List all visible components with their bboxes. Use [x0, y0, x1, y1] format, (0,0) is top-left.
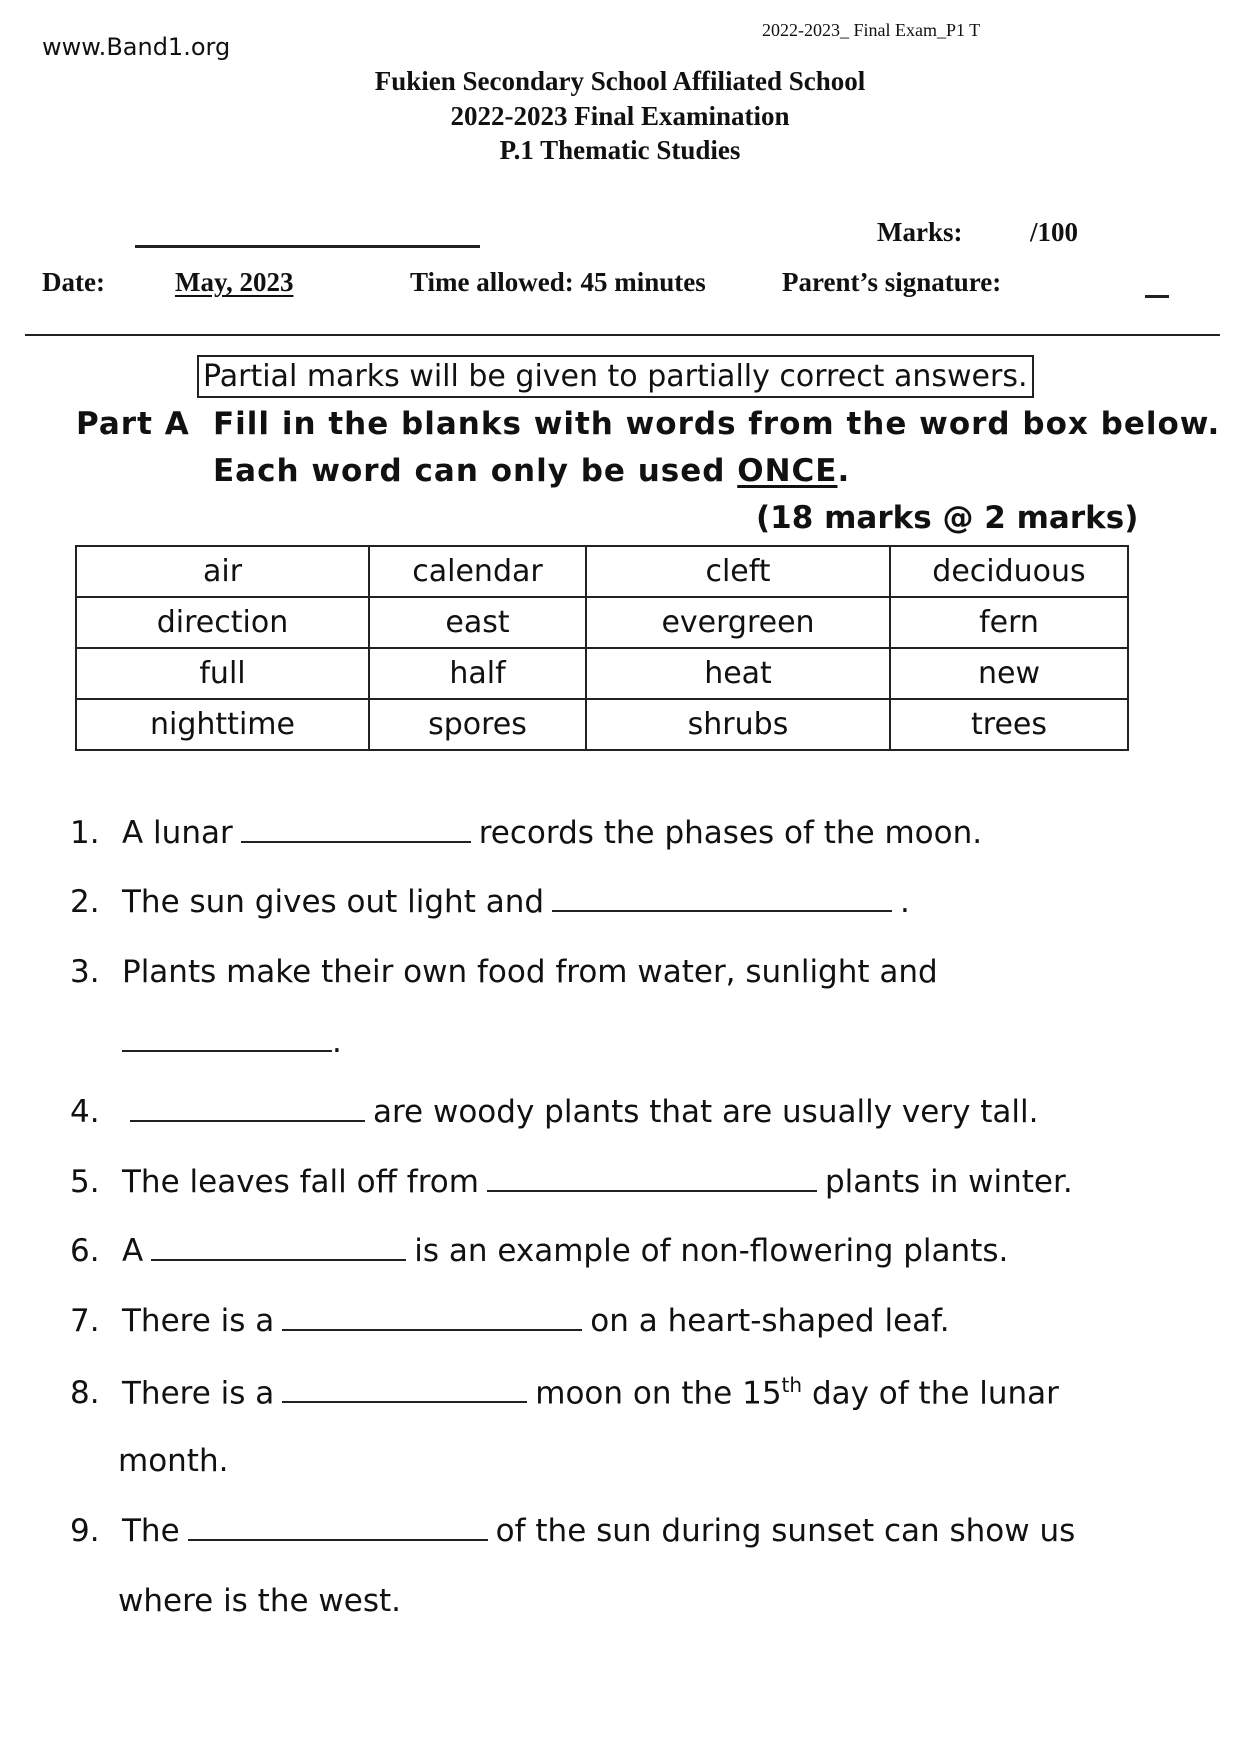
question-text-after: plants in winter.	[824, 1164, 1073, 1200]
question-9	[70, 1513, 1075, 1549]
part-a-label: Part A	[76, 406, 190, 442]
question-number: 4.	[70, 1094, 100, 1130]
instruction-period: .	[837, 453, 851, 489]
word-box-cell: full	[76, 648, 369, 699]
word-box-row	[76, 699, 1128, 750]
question-text-after: records the phases of the moon.	[478, 815, 983, 851]
word-box-cell: cleft	[586, 546, 890, 597]
word-box-cell: direction	[76, 597, 369, 648]
question-text: The	[122, 1513, 180, 1549]
header-reference: 2022-2023_ Final Exam_P1 T	[762, 20, 981, 40]
watermark: www.Band1.org	[42, 33, 231, 61]
question-text: There is a	[122, 1303, 275, 1339]
subject-title: P.1 Thematic Studies	[499, 135, 741, 165]
word-box-row	[76, 597, 1128, 648]
header-divider	[25, 334, 1220, 336]
answer-blank[interactable]	[487, 1189, 817, 1192]
date-label: Date:	[42, 267, 105, 297]
question-text: There is a	[122, 1375, 275, 1412]
answer-blank[interactable]	[282, 1400, 527, 1403]
question-continuation: month.	[118, 1443, 229, 1479]
question-text: The leaves fall off from	[122, 1164, 479, 1200]
question-number: 8.	[70, 1375, 100, 1412]
answer-blank[interactable]	[241, 840, 471, 843]
question-number: 9.	[70, 1513, 100, 1549]
answer-blank[interactable]	[552, 909, 892, 912]
question-number: 6.	[70, 1233, 100, 1269]
word-box-cell: heat	[586, 648, 890, 699]
answer-blank[interactable]	[151, 1258, 406, 1261]
question-text-after: .	[900, 884, 910, 920]
word-box-row	[76, 648, 1128, 699]
word-box	[75, 545, 1129, 751]
question-1	[70, 815, 982, 851]
question-text: A lunar	[122, 815, 233, 851]
instruction-line-1: Fill in the blanks with words from the word box below.	[213, 406, 1221, 442]
signature-label: Parent’s signature:	[782, 267, 1002, 297]
word-box-cell: calendar	[369, 546, 586, 597]
signature-line	[1145, 295, 1169, 298]
question-text-after: day of the lunar	[811, 1375, 1059, 1412]
question-3-blank-line	[122, 1024, 342, 1060]
question-3	[70, 954, 938, 990]
question-continuation: where is the west.	[118, 1583, 401, 1619]
word-box-cell: spores	[369, 699, 586, 750]
question-2	[70, 884, 910, 920]
word-box-cell: new	[890, 648, 1128, 699]
word-box-cell: fern	[890, 597, 1128, 648]
question-number: 5.	[70, 1164, 100, 1200]
question-4	[70, 1094, 1039, 1130]
exam-title: 2022-2023 Final Examination	[450, 101, 790, 131]
question-5	[70, 1164, 1073, 1200]
marks-total: /100	[1030, 217, 1079, 247]
question-number: 7.	[70, 1303, 100, 1339]
question-number: 2.	[70, 884, 100, 920]
question-text-after: is an example of non-flowering plants.	[414, 1233, 1009, 1269]
marks-note: (18 marks @ 2 marks)	[756, 500, 1139, 536]
question-number: 3.	[70, 954, 100, 990]
partial-marks-notice: Partial marks will be given to partially correct answers.	[197, 355, 1034, 398]
question-8	[70, 1373, 1059, 1411]
word-box-cell: air	[76, 546, 369, 597]
question-text-after: moon on the 15	[535, 1375, 782, 1412]
time-allowed: Time allowed: 45 minutes	[410, 267, 706, 297]
word-box-cell: trees	[890, 699, 1128, 750]
instruction-text: Each word can only be used	[213, 453, 738, 489]
question-text-after: on a heart-shaped leaf.	[590, 1303, 950, 1339]
question-text-after: are woody plants that are usually very tall.	[373, 1094, 1039, 1130]
word-box-row	[76, 546, 1128, 597]
question-text: Plants make their own food from water, sunlight and	[122, 954, 938, 990]
word-box-cell: evergreen	[586, 597, 890, 648]
date-field	[42, 267, 293, 298]
question-number: 1.	[70, 815, 100, 851]
school-name: Fukien Secondary School Affiliated School	[374, 66, 866, 96]
superscript: th	[781, 1373, 803, 1397]
answer-blank[interactable]	[130, 1119, 365, 1122]
question-period: .	[332, 1024, 342, 1060]
word-box-cell: nighttime	[76, 699, 369, 750]
date-value: May, 2023	[174, 267, 294, 297]
question-6	[70, 1233, 1008, 1269]
word-box-cell: east	[369, 597, 586, 648]
question-text: The sun gives out light and	[122, 884, 545, 920]
question-text-after: of the sun during sunset can show us	[495, 1513, 1076, 1549]
answer-blank[interactable]	[188, 1538, 488, 1541]
question-text: A	[122, 1233, 144, 1269]
question-7	[70, 1303, 950, 1339]
word-box-cell: deciduous	[890, 546, 1128, 597]
answer-blank[interactable]	[282, 1328, 582, 1331]
marks-label: Marks:	[877, 217, 963, 247]
answer-blank[interactable]	[122, 1049, 332, 1052]
instruction-line-2	[213, 453, 850, 489]
name-line	[135, 245, 480, 248]
word-box-cell: shrubs	[586, 699, 890, 750]
word-box-cell: half	[369, 648, 586, 699]
once-emphasis: ONCE	[737, 453, 838, 489]
